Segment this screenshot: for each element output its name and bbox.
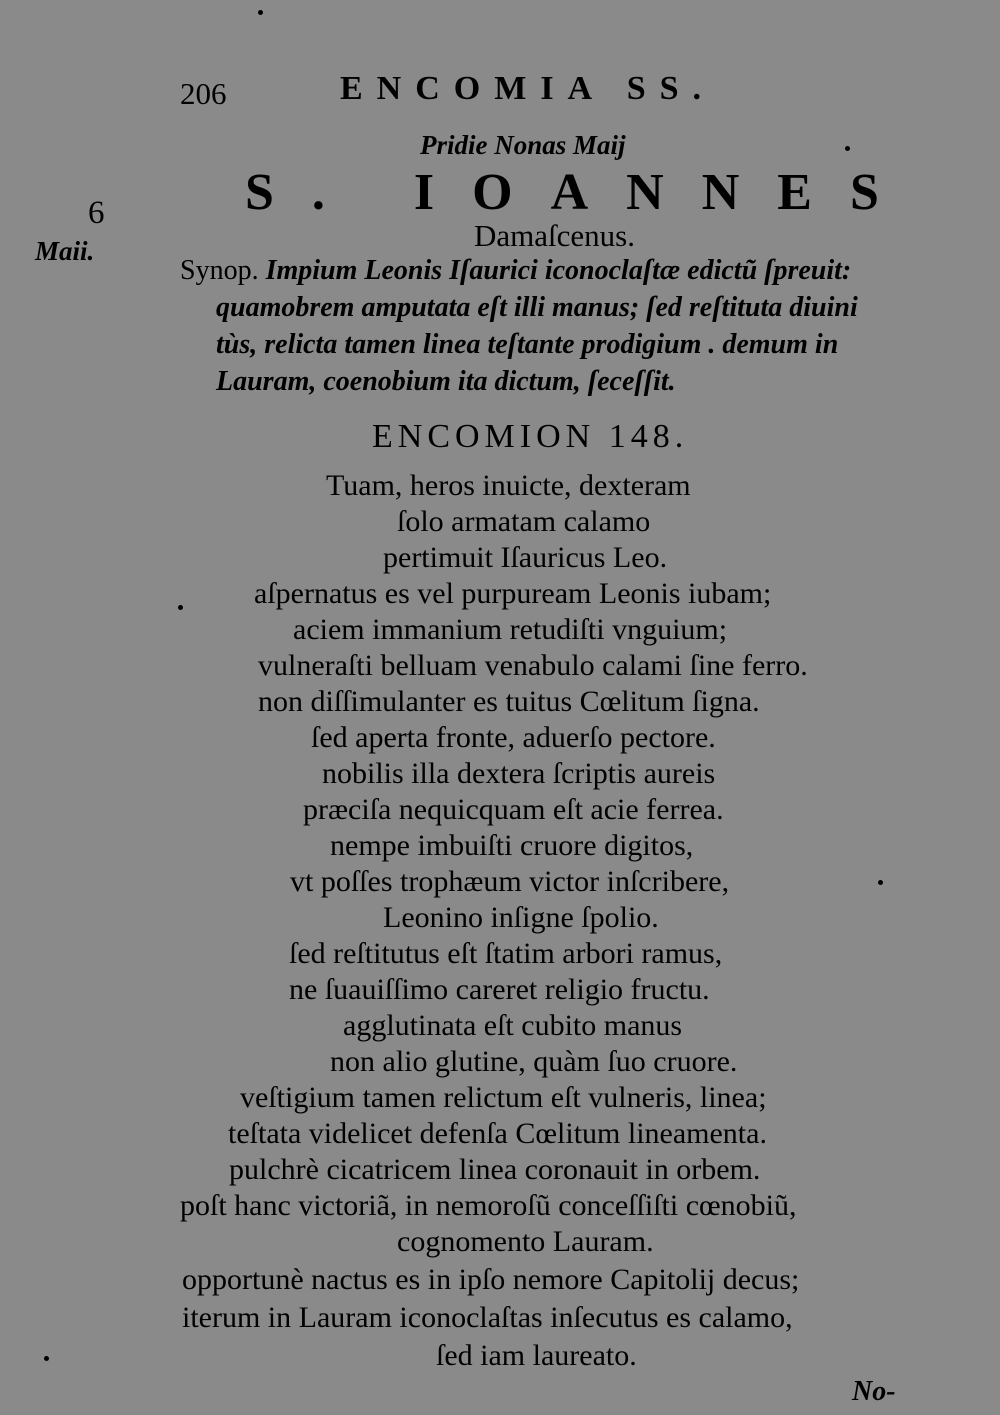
verse-line: ne ſuauiſſimo careret religio fructu. [289, 973, 710, 1006]
verse-line: non alio glutine, quàm ſuo cruore. [330, 1045, 738, 1078]
date-line: Pridie Nonas Maij [420, 130, 626, 160]
ink-speck [878, 880, 883, 885]
verse-line: aciem immanium retudiſti vnguium; [293, 613, 728, 646]
ink-speck [845, 146, 850, 151]
catchword: No- [852, 1376, 896, 1407]
saint-name: S. IOANNES [245, 164, 917, 221]
synopsis-line: Synop. Impium Leonis Iſaurici iconoclaſtæ edictũ ſpreuit: [180, 255, 852, 286]
verse-line: præciſa nequicquam eſt acie ferrea. [303, 793, 724, 826]
margin-month: Maii. [35, 236, 95, 266]
verse-line: nempe imbuiſti cruore digitos, [330, 829, 694, 862]
running-title: ENCOMIA SS. [340, 70, 716, 107]
verse-line: pulchrè cicatricem linea coronauit in orbem. [229, 1153, 761, 1186]
ink-speck [178, 605, 183, 610]
verse-line: cognomento Lauram. [397, 1225, 654, 1258]
saint-epithet: Damaſcenus. [474, 218, 635, 253]
synopsis-label: Synop. [180, 255, 259, 286]
verse-line: vt poſſes trophæum victor inſcribere, [290, 865, 730, 898]
verse-line: non diſſimulanter es tuitus Cœlitum ſigna. [258, 685, 760, 718]
synopsis-line: quamobrem amputata eſt illi manus; ſed reſtituta diuini [216, 292, 858, 323]
verse-line: ſed iam laureato. [436, 1339, 637, 1372]
verse-line: teſtata videlicet defenſa Cœlitum lineamenta. [228, 1117, 767, 1150]
verse-line: Tuam, heros inuicte, dexteram [326, 469, 691, 502]
verse-line: vulneraſti belluam venabulo calami ſine ferro. [258, 649, 808, 682]
synopsis-line: Lauram, coenobium ita dictum, ſeceſſit. [216, 366, 676, 397]
verse-line: ſed reſtitutus eſt ſtatim arbori ramus, [289, 937, 723, 970]
encomion-heading: ENCOMION 148. [372, 418, 689, 455]
ink-speck [44, 1356, 49, 1361]
verse-line: poſt hanc victoriã, in nemoroſũ conceſſiſti cœnobiũ, [180, 1189, 797, 1222]
verse-line: opportunè nactus es in ipſo nemore Capitolij decus; [182, 1263, 800, 1296]
verse-line: ſed aperta fronte, aduerſo pectore. [311, 721, 716, 754]
verse-line: ſolo armatam calamo [397, 505, 651, 538]
synopsis [180, 252, 940, 400]
verse-line: nobilis illa dextera ſcriptis aureis [322, 757, 716, 790]
verse-line: aſpernatus es vel purpuream Leonis iubam; [254, 577, 772, 610]
page-number: 206 [180, 76, 227, 111]
ink-speck [258, 10, 263, 15]
verse-line: iterum in Lauram iconoclaſtas inſecutus es calamo, [182, 1301, 793, 1334]
verse-line: Leonino inſigne ſpolio. [383, 901, 659, 934]
verse-line: veſtigium tamen relictum eſt vulneris, linea; [240, 1081, 767, 1114]
verse-line: agglutinata eſt cubito manus [343, 1009, 683, 1042]
margin-day: 6 [88, 195, 105, 231]
synopsis-line: tùs, relicta tamen linea teſtante prodigium . demum in [216, 329, 839, 360]
verse-line: pertimuit Iſauricus Leo. [383, 541, 668, 574]
